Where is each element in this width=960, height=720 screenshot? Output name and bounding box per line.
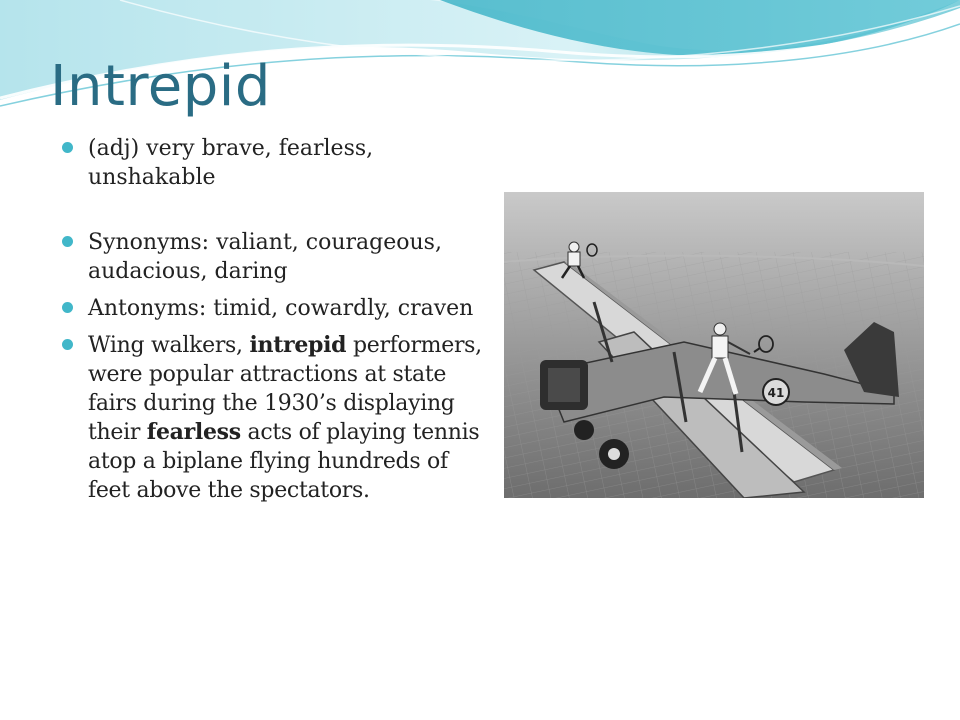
example-bold-word: intrepid (249, 332, 347, 358)
synonyms-bullet: Synonyms: valiant, courageous, audacious, daring (62, 228, 482, 286)
antonyms-bullet: Antonyms: timid, cowardly, craven (62, 294, 482, 323)
example-text: acts of playing tennis atop a biplane flying hundreds of feet above the spectators. (88, 420, 480, 503)
example-bullet (62, 331, 482, 505)
definition-bullet: (adj) very brave, fearless, unshakable (62, 134, 482, 192)
example-text: performers, were popular attractions at state fairs during the 1930’s displaying their (88, 333, 482, 445)
slide-title: Intrepid (50, 54, 271, 119)
bullet-list (62, 134, 482, 505)
example-text: Wing walkers, (88, 333, 250, 358)
plane-number: 41 (767, 386, 785, 400)
example-bold-word: fearless (146, 419, 241, 445)
biplane-illustration (504, 192, 924, 498)
biplane-photo (504, 192, 924, 498)
